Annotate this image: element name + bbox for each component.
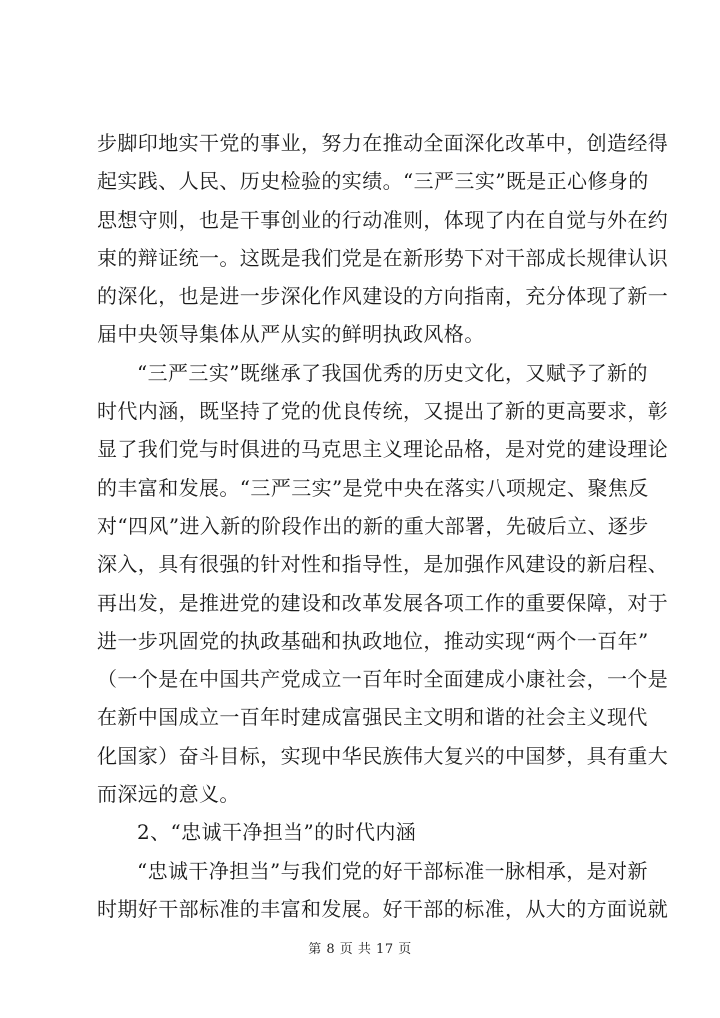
text-line: 2、“忠诚干净担当”的时代内涵	[137, 820, 417, 845]
text-line: 束的辩证统一。这既是我们党是在新形势下对干部成长规律认识	[97, 245, 669, 270]
text-line: 的深化，也是进一步深化作风建设的方向指南，充分体现了新一	[97, 284, 669, 309]
text-line: 化国家）奋斗目标，实现中华民族伟大复兴的中国梦，具有重大	[97, 743, 669, 768]
text-line: 起实践、人民、历史检验的实绩。“三严三实”既是正心修身的	[97, 169, 649, 194]
page-footer: 第 8 页 共 17 页	[308, 942, 412, 957]
body-text	[97, 124, 669, 928]
text-line: 步脚印地实干党的事业，努力在推动全面深化改革中，创造经得	[97, 131, 669, 155]
text-line: （一个是在中国共产党成立一百年时全面建成小康社会，一个是	[97, 667, 669, 692]
text-line: 在新中国成立一百年时建成富强民主文明和谐的社会主义现代	[97, 705, 648, 730]
text-line: “忠诚干净担当”与我们党的好干部标准一脉相承，是对新	[137, 858, 648, 883]
text-line: 深入，具有很强的针对性和指导性，是加强作风建设的新启程、	[97, 552, 669, 577]
text-line: 进一步巩固党的执政基础和执政地位，推动实现“两个一百年”	[97, 628, 649, 653]
text-line: 对“四风”进入新的阶段作出的新的重大部署，先破后立、逐步	[97, 513, 649, 538]
text-line: 时代内涵，既坚持了党的优良传统，又提出了新的更高要求，彰	[97, 399, 669, 424]
text-line: 届中央领导集体从严从实的鲜明执政风格。	[97, 322, 485, 347]
text-line: 而深远的意义。	[97, 782, 240, 807]
text-line: 再出发，是推进党的建设和改革发展各项工作的重要保障，对于	[97, 590, 669, 615]
text-line: 的丰富和发展。“三严三实”是党中央在落实八项规定、聚焦反	[97, 475, 649, 500]
text-line: 时期好干部标准的丰富和发展。好干部的标准，从大的方面说就	[97, 896, 669, 921]
text-line: 思想守则，也是干事创业的行动准则，体现了内在自觉与外在约	[97, 207, 669, 232]
text-line: 显了我们党与时俱进的马克思主义理论品格，是对党的建设理论	[97, 437, 669, 462]
text-line: “三严三实”既继承了我国优秀的历史文化，又赋予了新的	[137, 360, 648, 385]
